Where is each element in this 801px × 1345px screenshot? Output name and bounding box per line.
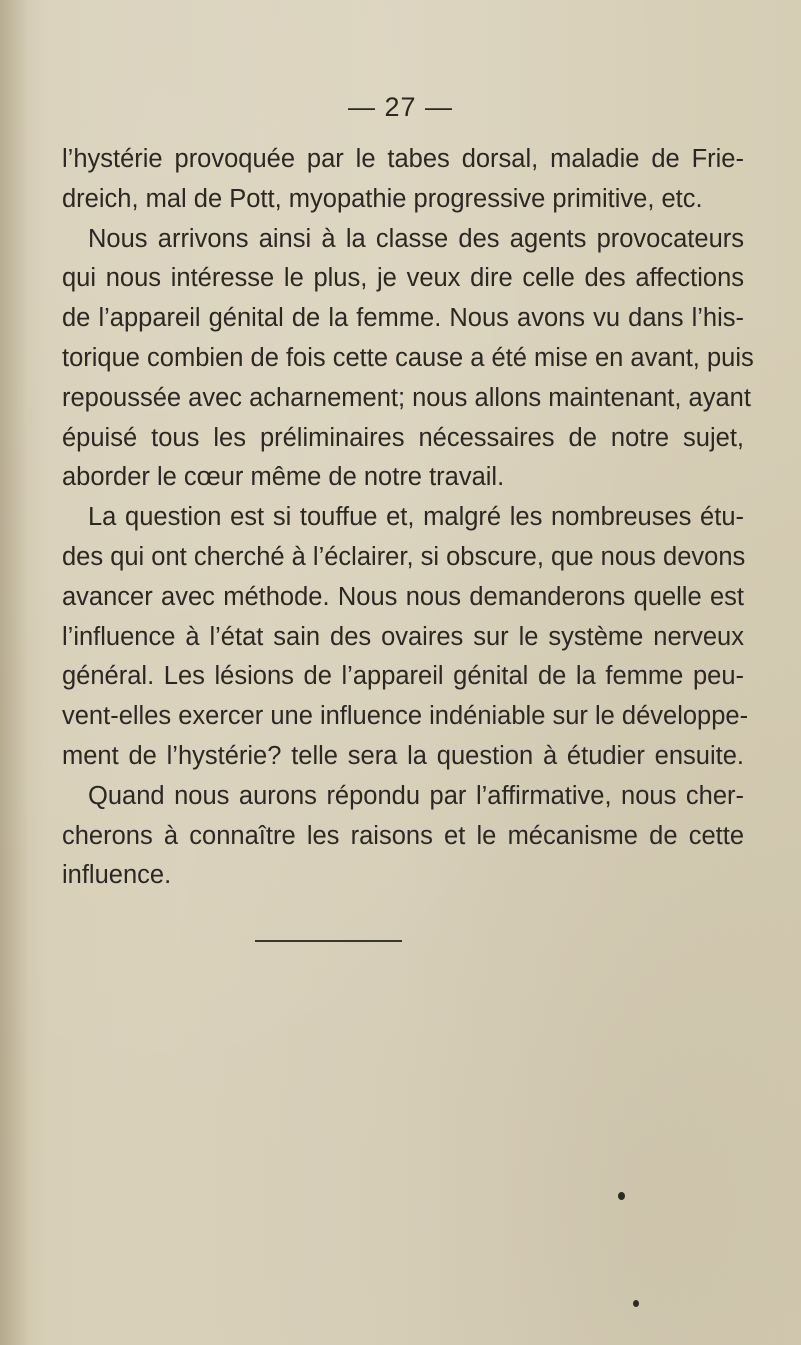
text-line: épuisé tous les préliminaires nécessaires de notre sujet, [62,423,744,452]
ink-speck [618,1192,625,1200]
text-line: vent-elles exercer une influence indéniable sur le développe- [62,702,749,731]
page-gutter-shadow [0,0,28,1345]
text-line: influence. [62,861,172,890]
text-line: général. Les lésions de l’appareil génital de la femme peu- [62,662,744,691]
text-line: l’influence à l’état sain des ovaires sur le système nerveux [62,622,744,651]
text-line: avancer avec méthode. Nous nous demanderons quelle est [62,582,744,611]
text-line: aborder le cœur même de notre travail. [62,463,505,492]
text-line: cherons à connaître les raisons et le mécanisme de cette [62,821,744,850]
text-line: La question est si touffue et, malgré les nombreuses étu- [88,503,744,532]
page-number: — 27 — [347,92,454,122]
section-separator-rule [255,940,402,942]
body-text [62,140,754,896]
text-line: torique combien de fois cette cause a été mise en avant, puis [62,343,754,372]
text-line: des qui ont cherché à l’éclairer, si obscure, que nous devons [62,542,746,571]
text-line: repoussée avec acharnement; nous allons maintenant, ayant [62,383,751,412]
text-line: de l’appareil génital de la femme. Nous avons vu dans l’his- [62,304,744,333]
ink-speck [633,1300,639,1307]
text-line: ment de l’hystérie? telle sera la question à étudier ensuite. [62,741,744,770]
text-line: Quand nous aurons répondu par l’affirmative, nous cher- [88,781,744,810]
text-line: dreich, mal de Pott, myopathie progressive primitive, etc. [62,184,703,213]
text-line: qui nous intéresse le plus, je veux dire celle des affections [62,264,744,293]
text-line: l’hystérie provoquée par le tabes dorsal, maladie de Frie- [62,145,744,173]
text-line: Nous arrivons ainsi à la classe des agents provocateurs [88,224,744,253]
